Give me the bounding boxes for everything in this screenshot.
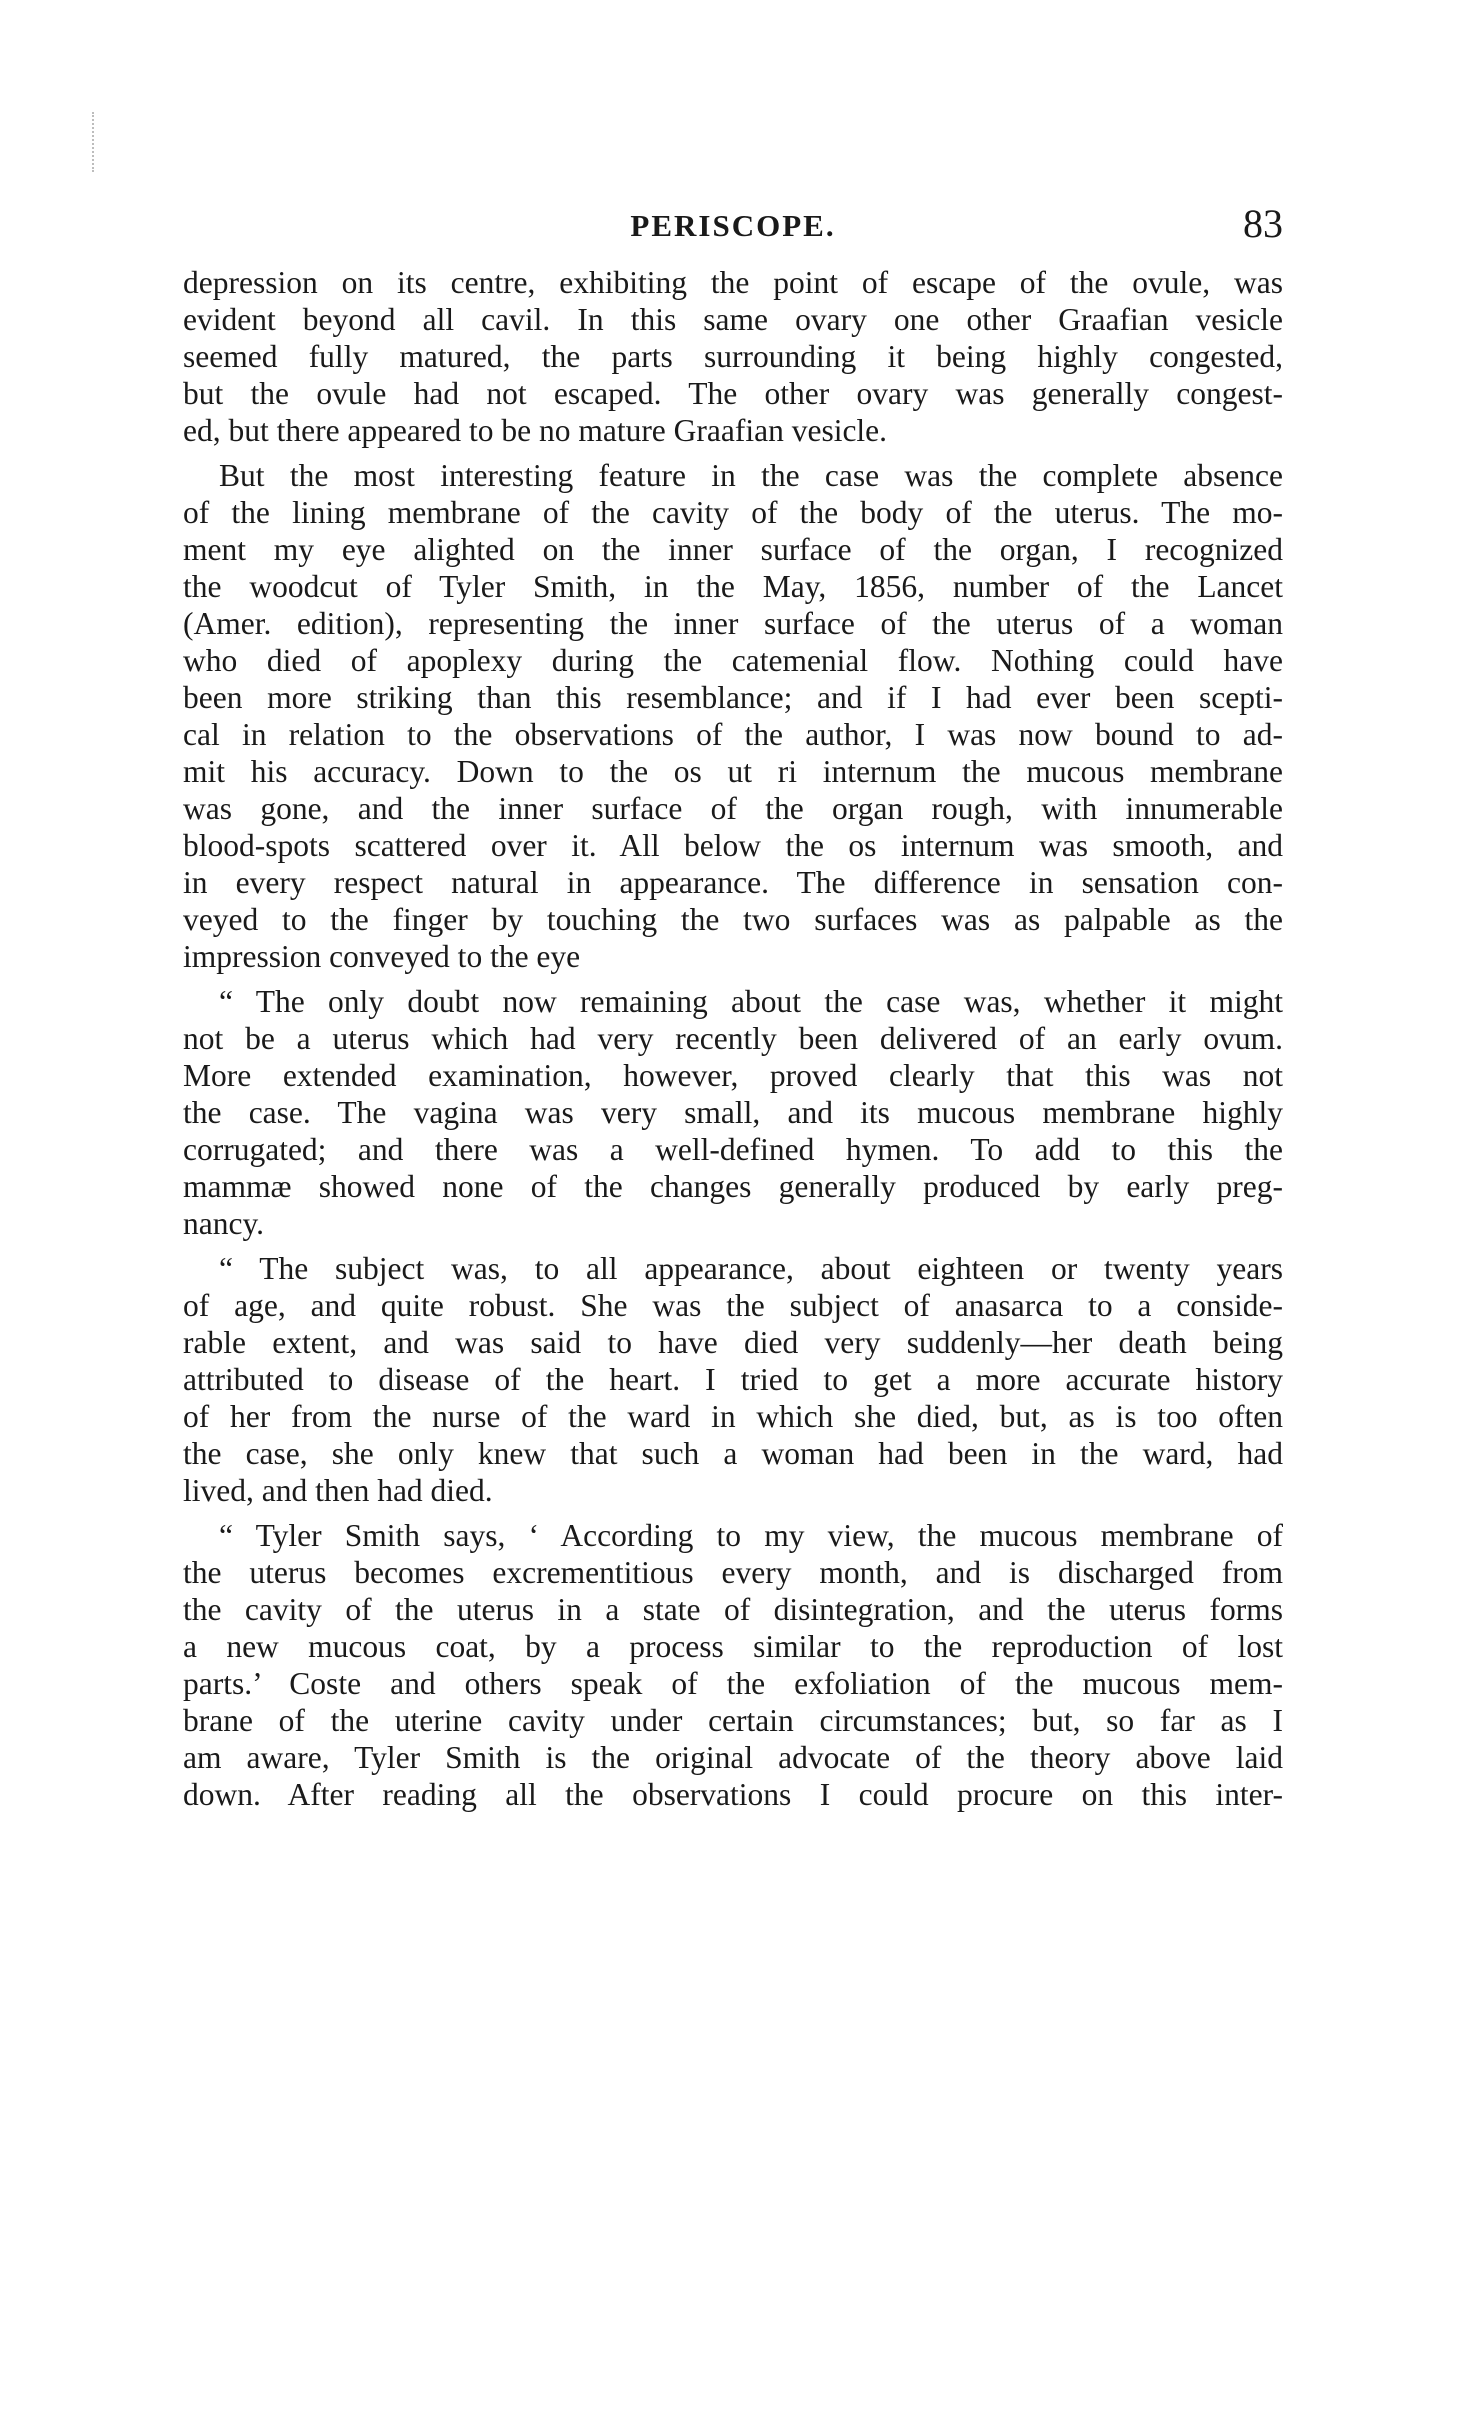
text-line: parts.’ Coste and others speak of the exfoliation of the mucous mem- xyxy=(183,1666,1283,1701)
text-line: lived, and then had died. xyxy=(183,1473,493,1508)
paragraph xyxy=(183,983,1283,1242)
text-line: impression conveyed to the eye xyxy=(183,939,581,974)
text-line: the woodcut of Tyler Smith, in the May, 1856, number of the Lancet xyxy=(183,569,1283,604)
page-number: 83 xyxy=(1243,201,1283,246)
running-head xyxy=(183,200,1283,252)
text-line: the case. The vagina was very small, and its mucous membrane highly xyxy=(183,1095,1283,1130)
scan-edge-marks xyxy=(92,112,97,172)
text-line: of age, and quite robust. She was the subject of anasarca to a conside- xyxy=(183,1288,1283,1323)
text-line: ed, but there appeared to be no mature Graafian vesicle. xyxy=(183,413,888,448)
text-line: the case, she only knew that such a woman had been in the ward, had xyxy=(183,1436,1283,1471)
paragraph xyxy=(183,1517,1283,1813)
text-line: of the lining membrane of the cavity of the body of the uterus. The mo- xyxy=(183,495,1283,530)
text-line: brane of the uterine cavity under certain circumstances; but, so far as I xyxy=(183,1703,1283,1738)
text-line: am aware, Tyler Smith is the original advocate of the theory above laid xyxy=(183,1740,1283,1775)
text-line: the uterus becomes excrementitious every month, and is discharged from xyxy=(183,1555,1283,1590)
text-line: in every respect natural in appearance. The difference in sensation con- xyxy=(183,865,1283,900)
text-line: “ Tyler Smith says, ‘ According to my view, the mucous membrane of xyxy=(219,1518,1283,1553)
text-line: been more striking than this resemblance; and if I had ever been scepti- xyxy=(183,680,1283,715)
text-line: More extended examination, however, proved clearly that this was not xyxy=(183,1058,1283,1093)
text-line: “ The subject was, to all appearance, about eighteen or twenty years xyxy=(219,1251,1283,1286)
paragraph xyxy=(183,1250,1283,1509)
text-line: seemed fully matured, the parts surrounding it being highly congested, xyxy=(183,339,1283,374)
text-line: depression on its centre, exhibiting the point of escape of the ovule, was xyxy=(183,265,1283,300)
text-line: attributed to disease of the heart. I tried to get a more accurate history xyxy=(183,1362,1283,1397)
text-line: mammæ showed none of the changes generally produced by early preg- xyxy=(183,1169,1283,1204)
text-line: the cavity of the uterus in a state of disintegration, and the uterus forms xyxy=(183,1592,1283,1627)
text-line: evident beyond all cavil. In this same ovary one other Graafian vesicle xyxy=(183,302,1283,337)
running-title: PERISCOPE. xyxy=(630,208,836,243)
text-line: not be a uterus which had very recently been delivered of an early ovum. xyxy=(183,1021,1283,1056)
text-line: (Amer. edition), representing the inner surface of the uterus of a woman xyxy=(183,606,1283,641)
paragraph xyxy=(183,264,1283,449)
text-line: was gone, and the inner surface of the organ rough, with innumerable xyxy=(183,791,1283,826)
text-line: nancy. xyxy=(183,1206,265,1241)
text-line: a new mucous coat, by a process similar to the reproduction of lost xyxy=(183,1629,1283,1664)
body-text xyxy=(183,264,1283,1813)
text-line: rable extent, and was said to have died very suddenly—her death being xyxy=(183,1325,1283,1360)
text-line: ment my eye alighted on the inner surface of the organ, I recognized xyxy=(183,532,1283,567)
paragraph xyxy=(183,457,1283,975)
text-line: mit his accuracy. Down to the os ut ri internum the mucous membrane xyxy=(183,754,1283,789)
text-line: down. After reading all the observations I could procure on this inter- xyxy=(183,1777,1283,1812)
text-line: but the ovule had not escaped. The other ovary was generally congest- xyxy=(183,376,1283,411)
text-line: blood-spots scattered over it. All below the os internum was smooth, and xyxy=(183,828,1283,863)
text-line: cal in relation to the observations of the author, I was now bound to ad- xyxy=(183,717,1283,752)
text-line: of her from the nurse of the ward in which she died, but, as is too often xyxy=(183,1399,1283,1434)
text-line: But the most interesting feature in the case was the complete absence xyxy=(219,458,1283,493)
text-line: veyed to the finger by touching the two surfaces was as palpable as the xyxy=(183,902,1283,937)
text-line: corrugated; and there was a well-defined hymen. To add to this the xyxy=(183,1132,1283,1167)
text-line: “ The only doubt now remaining about the case was, whether it might xyxy=(219,984,1283,1019)
text-line: who died of apoplexy during the catemenial flow. Nothing could have xyxy=(183,643,1283,678)
